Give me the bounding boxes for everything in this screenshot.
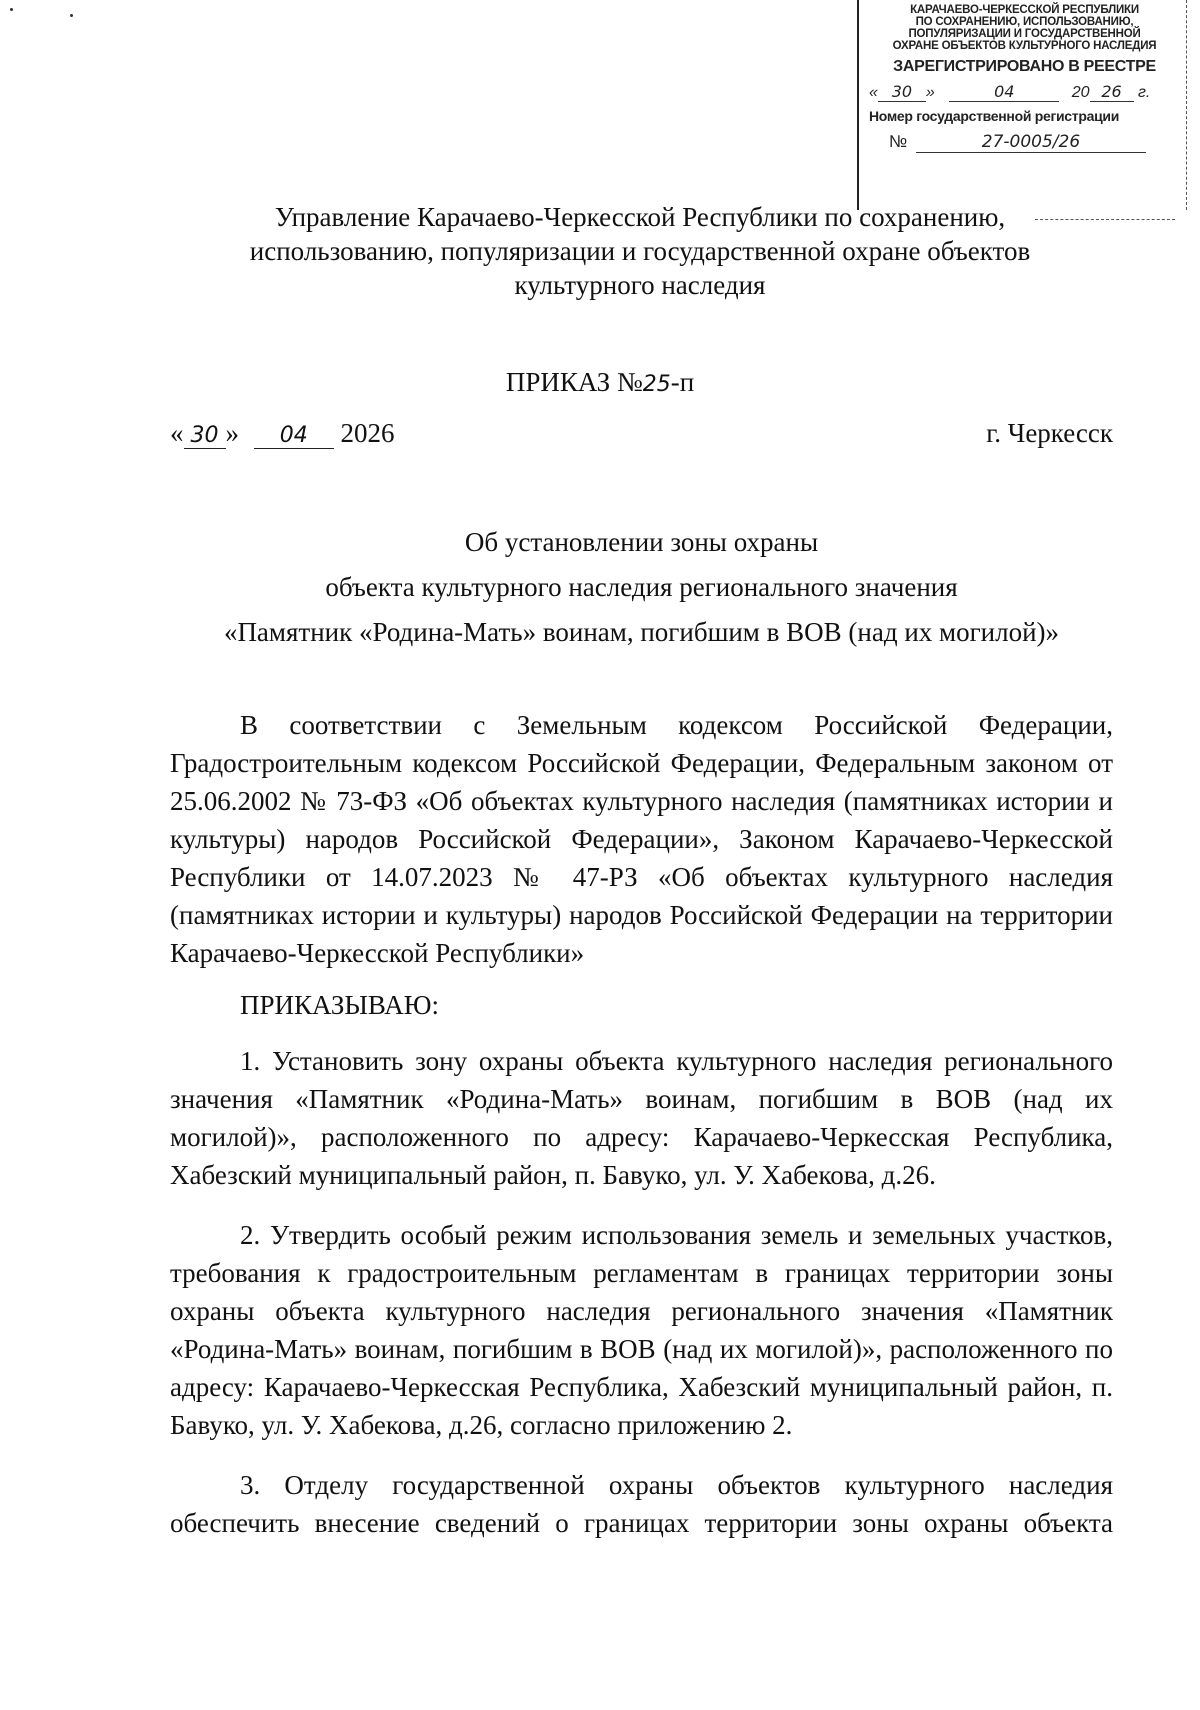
authority-line: культурного наследия <box>514 270 766 300</box>
authority-line: Управление Карачаево-Черкесской Республики по сохранению, <box>274 202 1006 232</box>
stamp-date-year-suffix: 26 <box>1090 82 1134 102</box>
stamp-date-open: « <box>869 84 878 101</box>
subject-line: Об установлении зоны охраны <box>464 527 819 557</box>
stamp-reg-number-label: Номер государственной регистрации <box>869 108 1120 124</box>
order-item-2: 2. Утвердить особый режим использования земель и земельных участков, требования к градостроительным регламентам в границах территории зоны охраны объекта культурного наследия регионального значения «Памятник «Родина-Мать» воинам, погибшим в ВОВ (над их могилой)», расположенного по адресу: Карачаево-Черкесская Республика, Хабезский муниципальный район, п. Бавуко, ул. У. Хабекова, д.26, согласно приложению 2. <box>170 1220 1113 1440</box>
scan-speck <box>70 14 73 17</box>
stamp-registered-label: ЗАРЕГИСТРИРОВАНО В РЕЕСТРЕ <box>893 58 1156 75</box>
order-word: ПРИКАЗЫВАЮ: <box>240 990 439 1020</box>
stamp-org-line: ОХРАНЕ ОБЪЕКТОВ КУЛЬТУРНОГО НАСЛЕДИЯ <box>892 40 1157 52</box>
preamble-paragraph: В соответствии с Земельным кодексом Российской Федерации, Градостроительным кодексом Российской Федерации, Федеральным законом от 25.06.2002 № 73-ФЗ «Об объектах культурного наследия (памятниках истории и культуры) народов Российской Федерации», Законом Карачаево-Черкесской Республики от 14.07.2023 № 47-РЗ «Об объектах культурного наследия (памятниках истории и культуры) народов Российской Федерации на территории Карачаево-Черкесской Республики» <box>170 710 1113 968</box>
order-date <box>170 418 395 449</box>
date-month: 04 <box>254 423 334 449</box>
order-title-suffix: -п <box>670 367 695 397</box>
stamp-reg-number-prefix: № <box>889 132 908 151</box>
subject-line: объекта культурного наследия регионального значения <box>325 572 958 602</box>
order-item-1: 1. Установить зону охраны объекта культурного наследия регионального значения «Памятник «Родина-Мать» воинам, погибшим в ВОВ (над их могилой)», расположенного по адресу: Карачаево-Черкесская Республика, Хабезский муниципальный район, п. Бавуко, ул. У. Хабекова, д.26. <box>170 1046 1113 1190</box>
date-close: » <box>225 418 239 448</box>
order-title-prefix: ПРИКАЗ № <box>505 367 643 397</box>
stamp-date-year-prefix: 20 <box>1071 84 1090 101</box>
order-body <box>170 706 1113 1542</box>
stamp-org-line: ПО СОХРАНЕНИЮ, ИСПОЛЬЗОВАНИЮ, <box>915 16 1134 28</box>
stamp-reg-number <box>869 132 1180 153</box>
order-title <box>0 367 1200 398</box>
subject-line: «Памятник «Родина-Мать» воинам, погибшим в ВОВ (над их могилой)» <box>223 617 1060 647</box>
stamp-org-line: ПОПУЛЯРИЗАЦИИ И ГОСУДАРСТВЕННОЙ <box>908 28 1141 40</box>
order-subject <box>170 520 1113 655</box>
scan-speck <box>10 8 13 11</box>
authority-line: использованию, популяризации и государственной охране объектов <box>249 236 1031 266</box>
stamp-date-month: 04 <box>949 82 1059 102</box>
stamp-reg-number-value: 27-0005/26 <box>916 132 1146 153</box>
date-year: 2026 <box>340 418 395 448</box>
order-city: г. Черкесск <box>986 418 1113 448</box>
date-open: « <box>170 418 184 448</box>
stamp-date <box>869 82 1180 102</box>
order-item-3: 3. Отделу государственной охраны объектов культурного наследия обеспечить внесение сведений о границах территории зоны охраны объекта <box>170 1470 1113 1538</box>
stamp-date-day: 30 <box>878 82 926 102</box>
stamp-org-line: КАРАЧАЕВО-ЧЕРКЕССКОЙ РЕСПУБЛИКИ <box>910 4 1139 16</box>
stamp-date-g: г. <box>1137 84 1151 101</box>
registration-stamp <box>857 0 1187 210</box>
issuing-authority <box>180 200 1100 302</box>
date-day: 30 <box>184 423 226 449</box>
order-number: 25 <box>642 372 671 397</box>
stamp-date-mid: » <box>925 84 935 101</box>
